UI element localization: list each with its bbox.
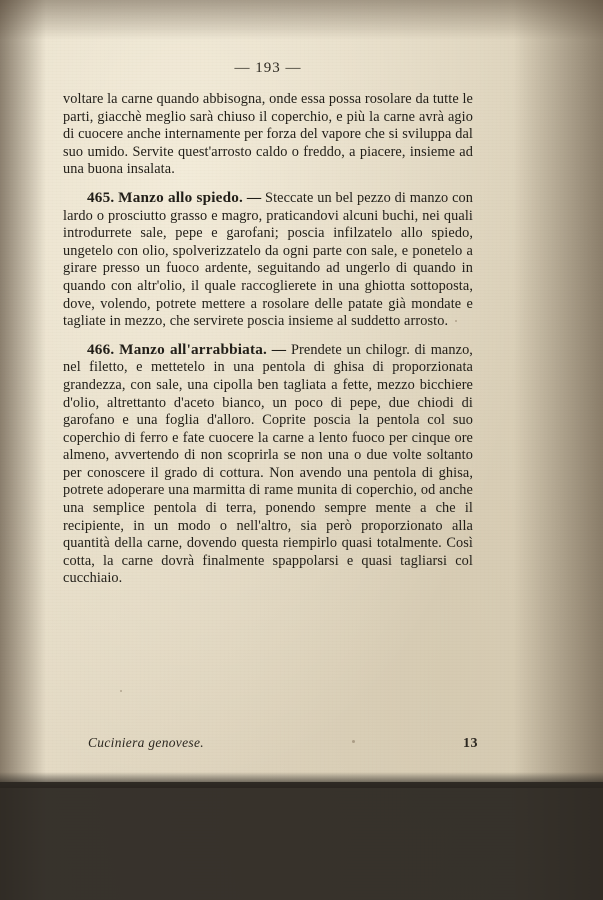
signature-mark: 13 [463, 736, 478, 751]
recipe-465 [63, 189, 473, 331]
recipe-465-paragraph [63, 189, 473, 331]
recipe-465-title: Manzo allo spiedo. [118, 188, 244, 206]
recipe-466-paragraph [63, 341, 473, 588]
recipe-466-text: Prendete un chilogr. di manzo, nel filetto, e mettetelo in una pentola di ghisa di proporzionata grandezza, con sale, una cipolla ben tagliata a fette, mezzo bicchiere d'olio, altrettanto d'aceto bianco, un poco di pepe, due chiodi di garofano e una foglia d'alloro. Coprite poscia la pentola col suo coperchio di ferro e fate cuocere la carne a lento fuoco per cinque ore almeno, avvertendo di non scoprirla se non una o due volte soltanto per conoscere il grado di cottura. Non avendo una pentola di ghisa, potrete adoperare una marmitta di rame munita di coperchio, od anche una semplice pentola di terra, ponendo sempre mente a che il recipiente, in un modo o nell'altro, sia però proporzionato alla quantità della carne, dovendo questa riempirlo quasi totalmente. Così cotta, la carne dovrà finalmente spappolarsi e quasi tagliarsi col cucchiaio. [63, 341, 473, 587]
recipe-465-text: Steccate un bel pezzo di manzo con lardo o prosciutto grasso e magro, praticandovi alcuni buchi, nei quali introdurrete sale, pepe e garofani; poscia infilzatelo allo spiedo, ungetelo con olio, spolverizzatelo da ogni parte con sale, e ponetelo a girare presso un fuoco ardente, seguitando ad ungerlo di quando in quando con altr'olio, il quale raccoglierete in una ghiotta sottoposta, dove, volendo, potrete mettere a rosolare delle patate già mondate e tagliate in mezzo, che servirete poscia insieme al suddetto arrosto. [63, 189, 474, 330]
page-edge-shadow-left [0, 0, 46, 900]
page-bottom-background [0, 782, 603, 900]
recipe-466-number: 466. [87, 340, 115, 358]
recipe-466-dash: — [271, 341, 287, 358]
text-block [63, 60, 473, 590]
page-edge-shadow-top [0, 0, 603, 40]
running-title: Cuciniera genovese. [88, 735, 204, 750]
recipe-465-dash: — [246, 189, 262, 206]
recipe-466-title: Manzo all'arrabbiata. [119, 340, 268, 358]
page-footer [88, 735, 478, 752]
paper-speck [120, 690, 122, 692]
recipe-466 [63, 341, 473, 588]
page-edge-shadow-right [513, 0, 603, 900]
paragraph-continuation: voltare la carne quando abbisogna, onde essa possa rosolare da tutte le parti, giacchè meglio sarà chiuso il coperchio, e più la carne avrà agio di cuocere anche internamente per forza del vapore che si sviluppa dal suo umido. Servite quest'arrosto caldo o freddo, a piacere, insieme ad una buona insalata. [63, 91, 473, 178]
page-number: — 193 — [234, 60, 302, 76]
recipe-465-number: 465. [87, 188, 115, 206]
